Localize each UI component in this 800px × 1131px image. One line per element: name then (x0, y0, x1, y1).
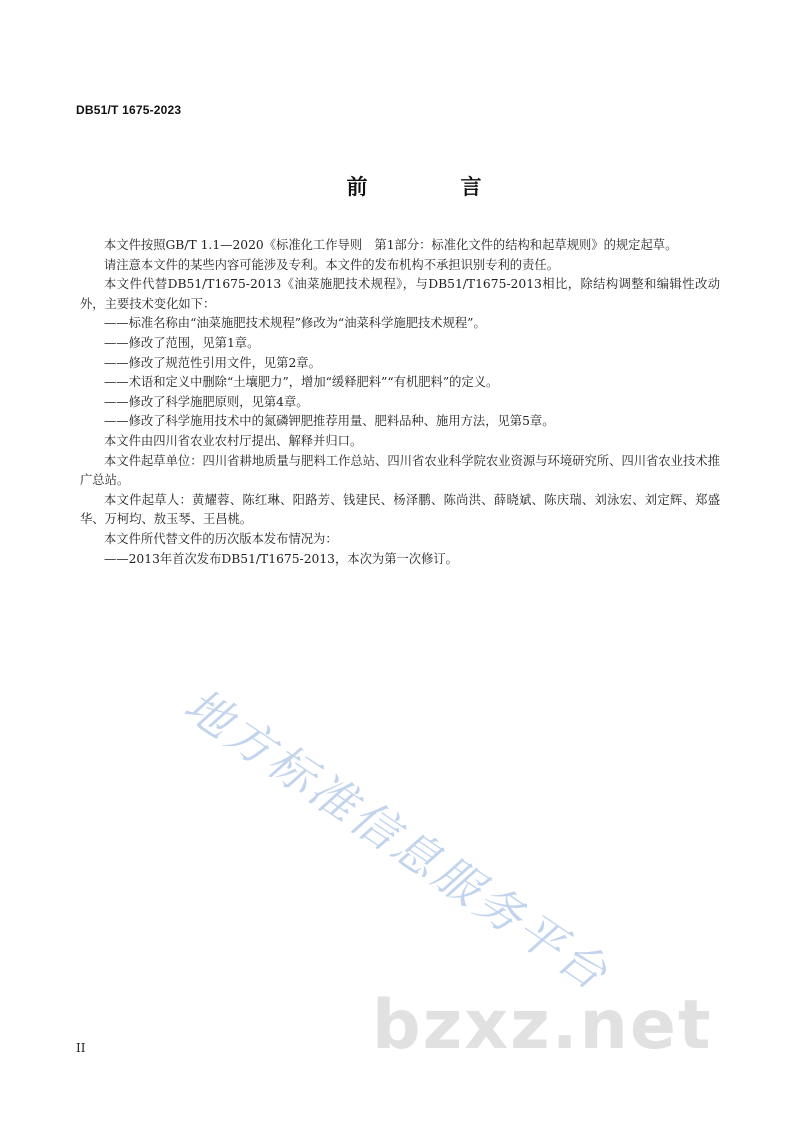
document-code: DB51/T 1675-2023 (76, 103, 182, 117)
paragraph-patent-notice: 请注意本文件的某些内容可能涉及专利。本文件的发布机构不承担识别专利的责任。 (104, 257, 559, 272)
change-item: ——修改了科学施用技术中的氮磷钾肥推荐用量、肥料品种、施用方法，见第5章。 (104, 414, 555, 429)
paragraph-drafters: 本文件起草人：黄耀蓉、陈红琳、阳路芳、钱建民、杨泽鹏、陈尚洪、薛晓斌、陈庆瑞、刘泳宏、刘定辉、郑盛华、万柯均、敖玉琴、王昌桃。 (80, 492, 720, 527)
paragraph-proposer: 本文件由四川省农业农村厅提出、解释并归口。 (104, 433, 363, 448)
page-title: 前 言 (346, 175, 518, 199)
change-item: ——修改了范围，见第1章。 (104, 335, 260, 350)
page-number: II (76, 1041, 86, 1055)
change-item: ——修改了科学施肥原则，见第4章。 (104, 394, 309, 409)
paragraph-replacement: 本文件代替DB51/T1675-2013《油菜施肥技术规程》，与DB51/T1675-2013相比，除结构调整和编辑性改动外，主要技术变化如下： (80, 277, 720, 311)
change-item: ——术语和定义中删除“土壤肥力”，增加“缓释肥料”“有机肥料”的定义。 (104, 375, 499, 390)
version-history-item: ——2013年首次发布DB51/T1675-2013，本次为第一次修订。 (104, 551, 458, 566)
change-item: ——修改了规范性引用文件，见第2章。 (104, 355, 321, 370)
paragraph-drafting-rules: 本文件按照GB/T 1.1—2020《标准化工作导则 第1部分：标准化文件的结构和起草规则》的规定起草。 (104, 238, 678, 252)
paragraph-version-history: 本文件所代替文件的历次版本发布情况为： (104, 531, 338, 546)
change-item: ——标准名称由“油菜施肥技术规程”修改为“油菜科学施肥技术规程”。 (104, 316, 486, 331)
watermark-chinese: 地方标准信息服务平台 (174, 677, 620, 1002)
watermark-site: bzxz.net (372, 986, 713, 1065)
foreword-body (80, 236, 720, 569)
paragraph-drafting-units: 本文件起草单位：四川省耕地质量与肥料工作总站、四川省农业科学院农业资源与环境研究所、四川省农业技术推广总站。 (80, 453, 720, 488)
